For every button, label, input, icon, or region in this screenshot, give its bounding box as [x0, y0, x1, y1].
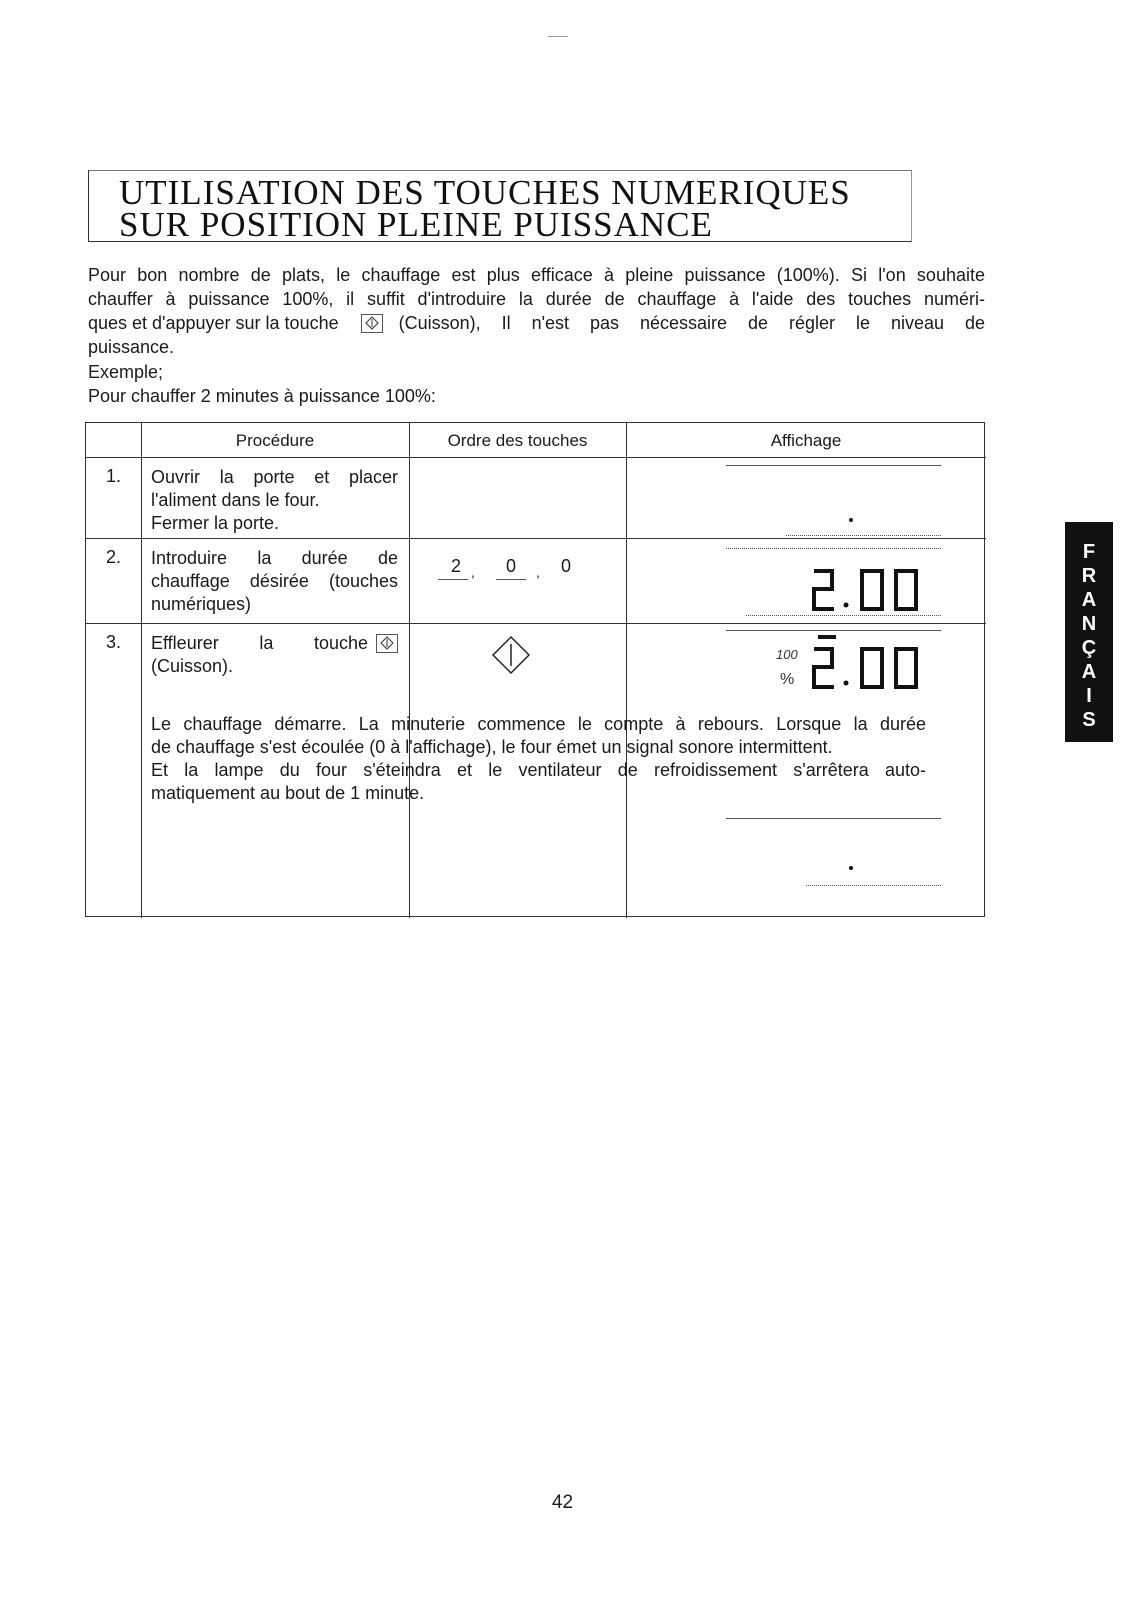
step-text [151, 466, 398, 535]
cook-key-icon [376, 634, 398, 653]
column-divider [141, 423, 142, 918]
display-frame [746, 615, 941, 616]
tab-letter: S [1082, 709, 1096, 731]
lcd-percent-unit: % [780, 671, 795, 688]
step-line: numériques) [151, 594, 252, 614]
lcd-digits-row3 [806, 635, 946, 695]
start-diamond-icon [491, 635, 531, 675]
note-line: matiquement au bout de 1 minute. [151, 783, 425, 803]
display-colon-dot [849, 866, 853, 870]
intro-line-start: ques et d'appuyer sur la touche [88, 313, 339, 333]
tab-letter: Ç [1081, 637, 1097, 659]
key-underline [496, 579, 526, 580]
note-line: Le chauffage démarre. La minuterie commence le compte à rebours. Lorsque la durée [151, 714, 926, 734]
key-0: 0 [506, 556, 517, 576]
row-divider [86, 538, 986, 539]
intro-line: Pour bon nombre de plats, le chauffage est plus efficace à pleine puissance (100%). Si l'on souhaite [88, 265, 985, 285]
note-line: Et la lampe du four s'éteindra et le ventilateur de refroidissement s'arrêtera auto- [151, 760, 926, 780]
header-display: Affichage [770, 431, 842, 450]
step-line [151, 632, 398, 655]
step-number: 2. [106, 547, 122, 567]
step-text [151, 632, 398, 678]
step-line: Ouvrir la porte et placer [151, 467, 398, 487]
display-frame [786, 535, 941, 536]
example-text: Pour chauffer 2 minutes à puissance 100%: [88, 386, 436, 406]
display-frame [726, 630, 941, 631]
tab-letter: I [1086, 685, 1092, 707]
example-label: Exemple; [88, 362, 164, 382]
language-tab-letters [1065, 540, 1113, 732]
lcd-display-row3 [86, 423, 87, 424]
page-number: 42 [551, 1492, 574, 1513]
tab-letter: A [1081, 589, 1097, 611]
display-frame [726, 818, 941, 819]
step-line: (Cuisson). [151, 656, 234, 676]
column-divider [409, 423, 410, 918]
step-note [151, 713, 926, 805]
key-separator: , [536, 564, 540, 580]
tab-letter: A [1081, 661, 1097, 683]
display-colon-dot [849, 518, 853, 522]
procedure-table [85, 422, 985, 917]
step-line: Introduire la durée de [151, 548, 398, 568]
display-frame [726, 548, 941, 549]
key-underline [438, 579, 468, 580]
step-text [151, 547, 398, 616]
title-box [88, 170, 912, 242]
scan-mark [548, 36, 568, 37]
tab-letter: R [1081, 565, 1097, 587]
step-line: l'aliment dans le four. [151, 490, 320, 510]
key-0: 0 [561, 556, 572, 576]
lcd-power-level: 100 [776, 647, 798, 662]
display-frame [726, 465, 941, 466]
header-divider [86, 457, 986, 458]
tab-letter: F [1082, 541, 1096, 563]
note-line: de chauffage s'est écoulée (0 à l'affichage), le four émet un signal sonore intermittent. [151, 737, 833, 757]
page-title-line-1: UTILISATION DES TOUCHES NUMERIQUES [119, 173, 851, 212]
step-line: Fermer la porte. [151, 513, 280, 533]
intro-paragraph [88, 263, 985, 359]
step-line: chauffage désirée (touches [151, 571, 398, 591]
lcd-digits-row2 [806, 565, 946, 617]
header-procedure: Procédure [235, 431, 315, 450]
key-2: 2 [451, 556, 462, 576]
step-number: 1. [106, 466, 122, 486]
tab-letter: N [1081, 613, 1097, 635]
column-divider [626, 423, 627, 918]
step-line-text: Effleurer la touche [151, 633, 368, 653]
page-title-line-2: SUR POSITION PLEINE PUISSANCE [119, 205, 713, 244]
intro-line [88, 311, 985, 335]
cook-key-icon [361, 314, 383, 333]
header-keys: Ordre des touches [447, 431, 588, 450]
row-divider [86, 623, 986, 624]
intro-line: chauffer à puissance 100%, il suffit d'introduire la durée de chauffage à l'aide des touches numéri- [88, 289, 985, 309]
step-number: 3. [106, 632, 122, 652]
language-tab [1065, 522, 1113, 742]
intro-line: puissance. [88, 337, 175, 357]
display-frame [806, 885, 941, 886]
intro-line-end: (Cuisson), Il n'est pas nécessaire de régler le niveau de [398, 313, 985, 333]
key-separator: , [471, 564, 475, 580]
